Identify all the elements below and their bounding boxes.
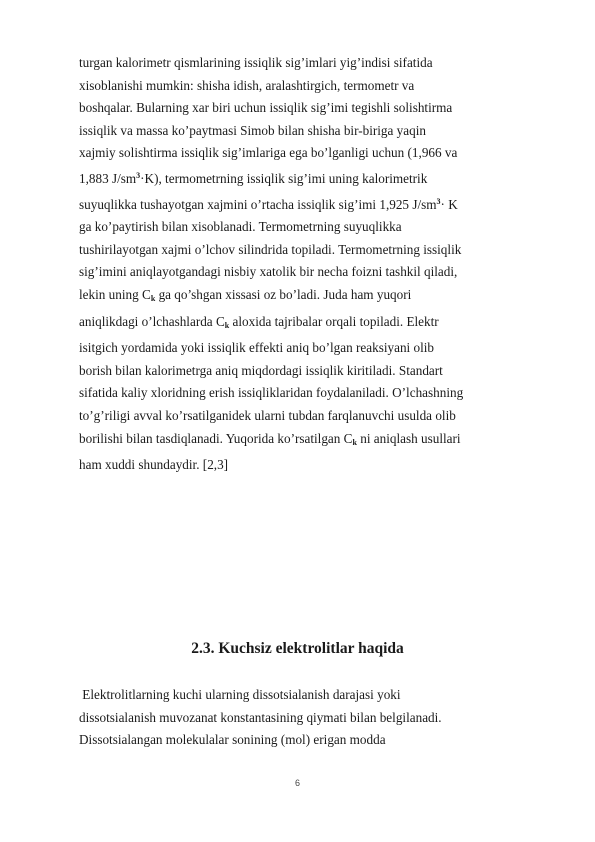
- text-segment: borilishi bilan tasdiqlanadi. Yuqorida ko’rsatilgan C: [79, 430, 353, 446]
- text-line: [79, 311, 547, 338]
- text-line: to’g’riligi avval ko’rsatilganidek ularni tubdan farqlanuvchi usulda olib: [79, 407, 456, 423]
- subscript: k: [224, 320, 230, 330]
- text-line: issiqlik va massa ko’paytmasi Simob bilan shisha bir-biriga yaqin: [79, 122, 426, 138]
- text-segment: ni aniqlash usullari: [356, 430, 461, 446]
- text-segment: · K: [440, 196, 458, 212]
- subscript: k: [150, 293, 156, 303]
- text-segment: ga qo’shgan xissasi oz bo’ladi. Juda ham yuqori: [155, 286, 412, 302]
- text-segment: aloxida tajribalar orqali topiladi. Elektr: [229, 313, 439, 329]
- text-line: [79, 428, 547, 455]
- text-line: ham xuddi shundaydir. [2,3]: [79, 457, 229, 473]
- text-line: dissotsialanish muvozanat konstantasining qiymati bilan belgilanadi.: [79, 709, 442, 725]
- section-heading: 2.3. Kuchsiz elektrolitlar haqida: [191, 640, 404, 657]
- page-number: 6: [294, 778, 300, 788]
- subscript: k: [352, 437, 357, 447]
- text-line: [79, 284, 547, 311]
- text-segment: ·K), termometrning issiqlik sig’imi uning kalorimetrik: [140, 170, 428, 186]
- text-line: sifatida kaliy xloridning erish issiqliklaridan foydalaniladi. O’lchashning: [79, 385, 464, 401]
- text-segment: lekin uning C: [79, 286, 151, 302]
- superscript: 3: [136, 170, 141, 180]
- text-line: [79, 165, 547, 191]
- text-line: isitgich yordamida yoki issiqlik effekti aniq bo’lgan reaksiyani olib: [79, 340, 435, 356]
- text-line: xisoblanishi mumkin: shisha idish, aralashtirgich, termometr va: [79, 77, 415, 93]
- text-line: turgan kalorimetr qismlarining issiqlik sig’imlari yig’indisi sifatida: [79, 55, 433, 70]
- section-paragraph: [79, 684, 547, 752]
- text-segment: suyuqlikka tushayotgan xajmini o’rtacha issiqlik sig’imi 1,925 J/sm: [79, 196, 437, 212]
- text-line: Elektrolitlarning kuchi ularning dissotsialanish darajasi yoki: [79, 687, 401, 702]
- text-line: sig’imini aniqlayotgandagi nisbiy xatolik bir necha foizni tashkil qiladi,: [79, 264, 458, 280]
- text-segment: aniqlikdagi o’lchashlarda C: [79, 313, 225, 329]
- text-line: Dissotsialangan molekulalar sonining (mol) erigan modda: [79, 732, 386, 748]
- text-line: boshqalar. Bularning xar biri uchun issiqlik sig’imi tegishli solishtirma: [79, 100, 453, 116]
- text-line: [79, 191, 547, 217]
- text-line: xajmiy solishtirma issiqlik sig’imlariga ega bo’lganligi uchun (1,966 va: [79, 145, 458, 161]
- superscript: 3: [436, 196, 441, 206]
- body-paragraph: [79, 52, 547, 477]
- text-line: tushirilayotgan xajmi o’lchov silindrida topiladi. Termometrning issiqlik: [79, 241, 462, 257]
- text-line: borish bilan kalorimetrga aniq miqdordagi issiqlik kiritiladi. Standart: [79, 362, 443, 378]
- text-segment: 1,883 J/sm: [79, 170, 137, 186]
- text-line: ga ko’paytirish bilan xisoblanadi. Termometrning suyuqlikka: [79, 219, 402, 235]
